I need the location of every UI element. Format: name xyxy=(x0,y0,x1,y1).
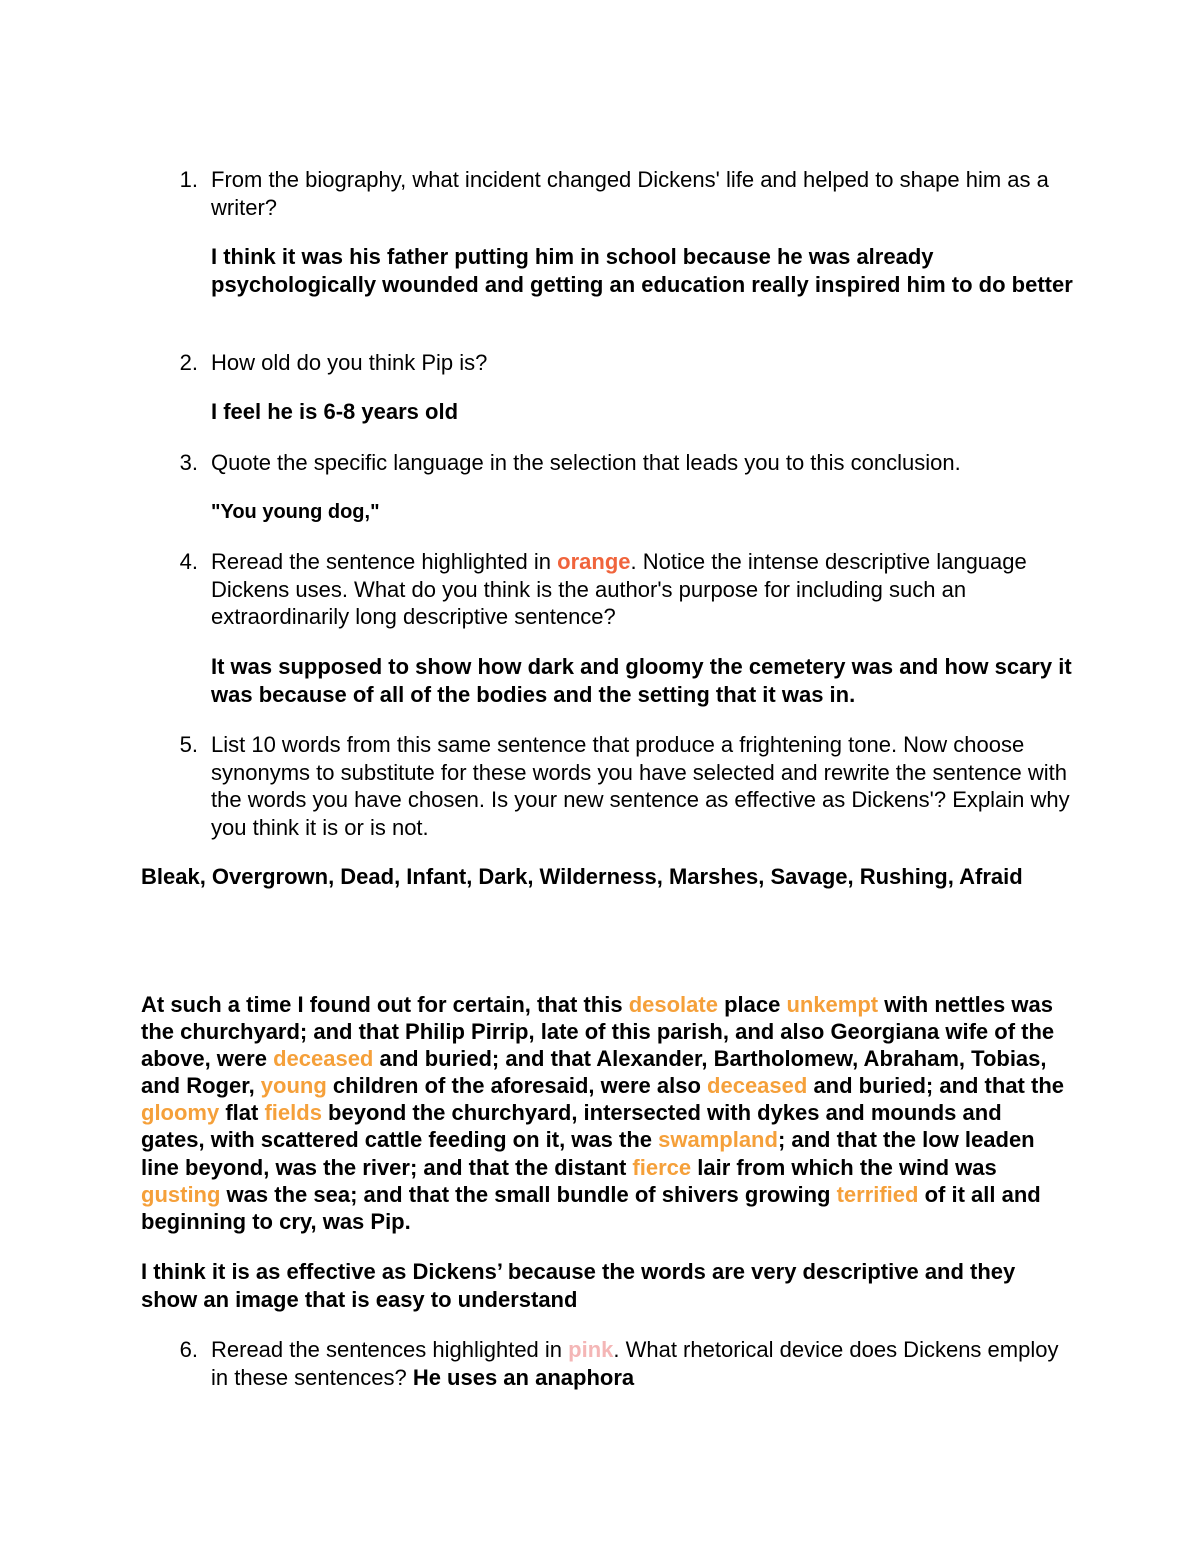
rewrite-text: with nettles was the churchyard; and that Philip Pirrip, late of this parish, and also Georgiana wife of the above, were xyxy=(141,992,1055,1072)
question-6-answer: He uses an anaphora xyxy=(412,1364,635,1390)
conclusion-paragraph: I think it is as effective as Dickens’ because the words are very descriptive and they show an image that is easy to understand xyxy=(141,1259,1016,1312)
question-1-number: 1. xyxy=(179,167,198,192)
pink-highlight-word: pink xyxy=(568,1337,614,1362)
synonym-word: gloomy xyxy=(141,1100,220,1126)
question-6-text xyxy=(211,1336,1081,1391)
question-1-text: From the biography, what incident changed Dickens' life and helped to shape him as a writer? xyxy=(211,167,1049,220)
question-4-answer: It was supposed to show how dark and gloomy the cemetery was and how scary it was because of all of the bodies and the setting that it was in. xyxy=(211,654,1072,707)
rewrite-text: lair from which the wind was xyxy=(691,1154,997,1180)
synonym-word: deceased xyxy=(707,1073,808,1099)
rewrite-text: flat xyxy=(219,1100,265,1126)
synonym-word: fierce xyxy=(632,1154,692,1180)
synonym-word: deceased xyxy=(273,1046,374,1072)
question-6-text-after: . What rhetorical device does Dickens employ in these sentences? xyxy=(211,1337,1059,1390)
rewrite-text: of it all and beginning to cry, was Pip. xyxy=(141,1181,1041,1234)
question-2-text: How old do you think Pip is? xyxy=(211,350,488,375)
synonym-word: swampland xyxy=(658,1127,778,1153)
question-4-text-before: Reread the sentence highlighted in xyxy=(211,549,558,574)
question-3-text: Quote the specific language in the selection that leads you to this conclusion. xyxy=(211,450,961,475)
rewrite-text: and buried; and that Alexander, Bartholomew, Abraham, Tobias, and Roger, xyxy=(141,1046,1047,1099)
question-2-number: 2. xyxy=(179,350,198,375)
question-3-number: 3. xyxy=(179,450,198,475)
orange-highlight-word: orange xyxy=(557,549,631,574)
rewrite-text: was the sea; and that the small bundle of shivers growing xyxy=(220,1181,837,1207)
rewrite-text: children of the aforesaid, were also xyxy=(326,1073,708,1099)
word-list: Bleak, Overgrown, Dead, Infant, Dark, Wilderness, Marshes, Savage, Rushing, Afraid xyxy=(141,864,1023,889)
rewrite-text: place xyxy=(717,992,787,1017)
synonym-word: young xyxy=(260,1073,327,1099)
question-1-answer: I think it was his father putting him in school because he was already psychologically wounded and getting an education really inspired him to do better xyxy=(211,244,1073,297)
question-4-number: 4. xyxy=(179,549,198,574)
question-6-number: 6. xyxy=(179,1337,198,1362)
question-6-text-before: Reread the sentences highlighted in xyxy=(211,1337,569,1362)
rewrite-text: and buried; and that the xyxy=(807,1073,1064,1099)
synonym-word: fields xyxy=(264,1100,322,1126)
rewritten-sentence xyxy=(141,991,1071,1235)
question-5-number: 5. xyxy=(179,732,198,757)
question-4-text xyxy=(211,548,1081,631)
question-4-text-after: . Notice the intense descriptive language Dickens uses. What do you think is the author's purpose for including such an extraordinarily long descriptive sentence? xyxy=(211,549,1027,629)
synonym-word: unkempt xyxy=(786,992,879,1017)
synonym-word: desolate xyxy=(628,992,718,1017)
rewrite-text: beyond the churchyard, intersected with dykes and mounds and gates, with scattered cattle feeding on it, was the xyxy=(141,1100,1002,1153)
question-2-answer: I feel he is 6-8 years old xyxy=(211,399,459,424)
question-5-text: List 10 words from this same sentence that produce a frightening tone. Now choose synonyms to substitute for these words you have selected and rewrite the sentence with the words you have chosen. Is your new sentence as effective as Dickens'? Explain why you think it is or is not. xyxy=(211,732,1070,840)
synonym-word: terrified xyxy=(836,1181,919,1207)
rewrite-text: ; and that the low leaden line beyond, was the river; and that the distant xyxy=(141,1127,1035,1180)
question-3-answer: "You young dog," xyxy=(211,501,380,523)
rewrite-text: At such a time I found out for certain, that this xyxy=(141,992,629,1017)
synonym-word: gusting xyxy=(141,1181,221,1207)
